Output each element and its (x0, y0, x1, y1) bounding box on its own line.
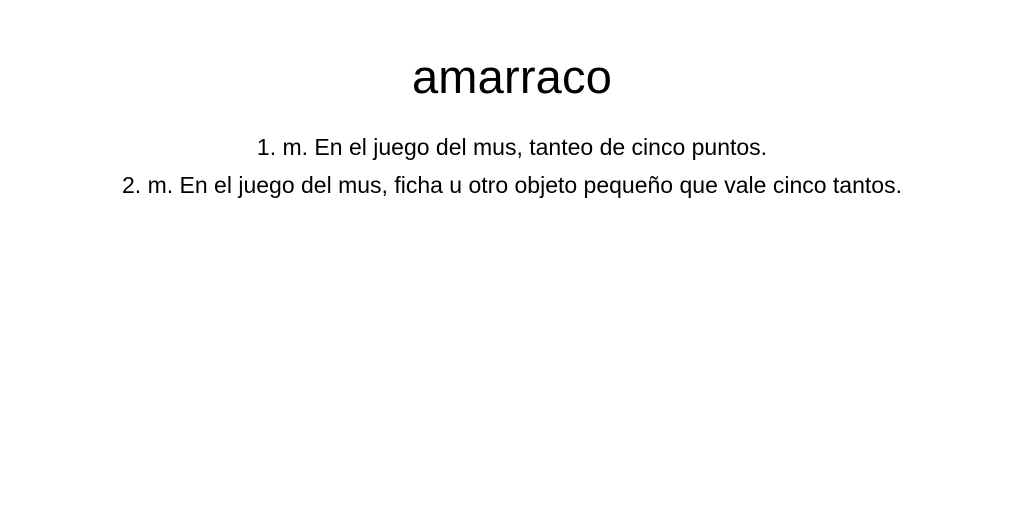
definition-list (0, 128, 1024, 204)
dictionary-entry (0, 0, 1024, 204)
headword: amarraco (411, 50, 613, 103)
definition-2: 2. m. En el juego del mus, ficha u otro objeto pequeño que vale cinco tantos. (122, 172, 902, 198)
definition-1: 1. m. En el juego del mus, tanteo de cinco puntos. (256, 134, 768, 160)
